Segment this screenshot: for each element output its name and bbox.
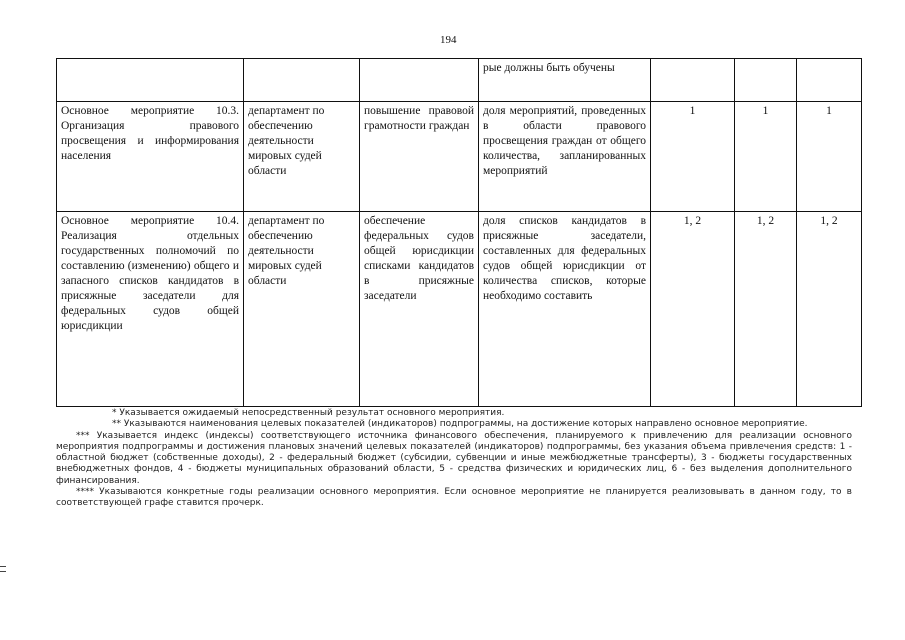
source-cell: 1	[651, 102, 735, 212]
footnote: ** Указываются наименования целевых показателей (индикаторов) подпрограммы, на достижение которых направлено основное мероприятие.	[112, 419, 808, 430]
scan-edge-mark	[0, 566, 6, 572]
table-cell	[244, 59, 360, 102]
executor-cell: департамент по обеспечению деятельности мировых судей области	[244, 212, 360, 407]
footnote: * Указывается ожидаемый непосредственный результат основного мероприятия.	[112, 408, 505, 418]
source-cell: 1	[735, 102, 797, 212]
table-cell	[57, 59, 244, 102]
result-cell: повышение правовой грамотности граждан	[360, 102, 479, 212]
footnote: *** Указывается индекс (индексы) соответствующего источника финансового обеспечения, планируемого к привлечению для реализации основного мероприятия подпрограммы и достижения плановых значений целевых показателей (индикаторов) подпрограммы, без указания объема привлечения средств: 1 - областной бюджет (собственные доходы), 2 - федеральный бюджет (субсидии, субвенции и иные межбюджетные трансферты), 3 - бюджеты государственных внебюджетных фондов, 4 - бюджеты муниципальных образований области, 5 - средства физических и юридических лиц, 6 - без выделения дополнительного финансирования.	[56, 430, 852, 486]
measure-name-cell: Основное мероприятие 10.4. Реализация отдельных государственных полномочий по составлению (изменению) общего и запасного списков кандидатов в присяжные заседатели для федеральных судов общей юрисдикции	[57, 212, 244, 407]
table-cell	[360, 59, 479, 102]
footnote: **** Указываются конкретные годы реализации основного мероприятия. Если основное мероприятие не планируется реализовывать в данном году, то в соответствующей графе ставится прочерк.	[56, 487, 852, 509]
indicator-cell: доля мероприятий, проведенных в области правового просвещения граждан от общего количества, запланированных мероприятий	[479, 102, 651, 212]
table-cell	[735, 59, 797, 102]
table-cell: рые должны быть обучены	[479, 59, 651, 102]
indicator-cell: доля списков кандидатов в присяжные заседатели, составленных для федеральных судов общей юрисдикции от количества списков, которые необходимо составить	[479, 212, 651, 407]
source-cell: 1, 2	[735, 212, 797, 407]
page-number: 194	[440, 34, 457, 46]
source-cell: 1, 2	[651, 212, 735, 407]
table-row	[57, 59, 862, 102]
measure-name-cell: Основное мероприятие 10.3. Организация правового просвещения и информирования населения	[57, 102, 244, 212]
table-row	[57, 102, 862, 212]
table-cell	[797, 59, 862, 102]
measures-table	[56, 58, 862, 407]
table-cell	[651, 59, 735, 102]
table-row	[57, 212, 862, 407]
source-cell: 1	[797, 102, 862, 212]
result-cell: обеспечение федеральных судов общей юрисдикции списками кандидатов в присяжные заседатели	[360, 212, 479, 407]
executor-cell: департамент по обеспечению деятельности мировых судей области	[244, 102, 360, 212]
source-cell: 1, 2	[797, 212, 862, 407]
footnotes	[56, 408, 852, 510]
